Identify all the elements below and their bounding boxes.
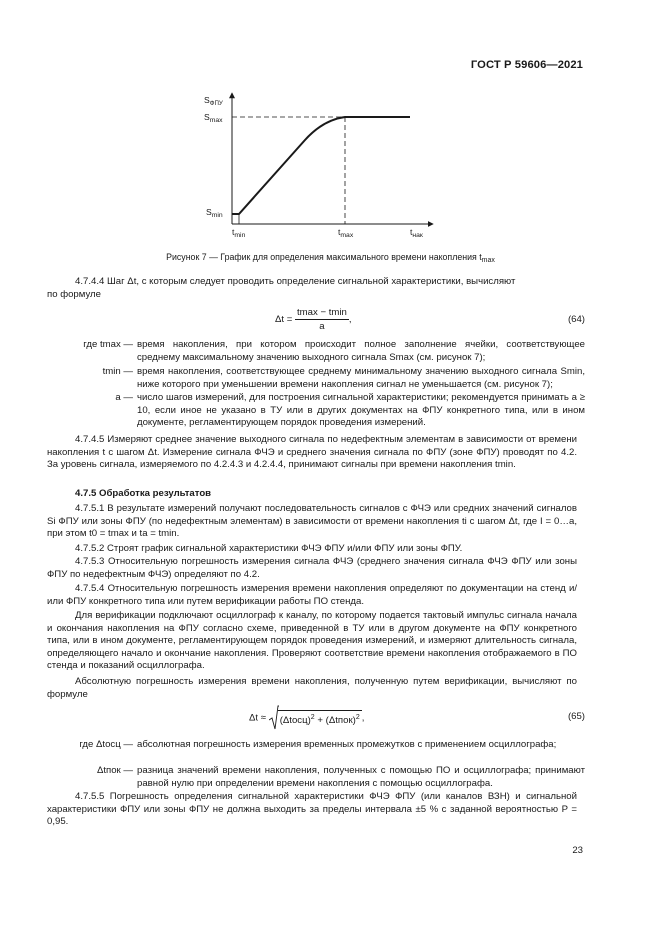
figure-caption: Рисунок 7 — График для определения максимального времени накопления $t_{max}$ [166,252,495,264]
definition-dt-pok: Δtпок — разница значений времени накопления, полученных с помощью ПО и осциллографа; принимают равной нулю при определении времени накопления с помощью осциллографа. [96,765,585,789]
definition-dt-osc: где Δtосц — абсолютная погрешность измерения временных промежутков с применением осциллографа; [79,739,557,750]
signal-curve [232,117,410,214]
tmin-label: $t_{min}$ [232,227,246,239]
section-4-7-5-1: 4.7.5.1 В результате измерений получают последовательность сигналов с ФЧЭ или средних значений сигналов Si ФПУ или зоны ФПУ (по недефектным элементам) в зависимости от времени накопления ti с шагом Δt, где I = 0…a, при этом t0 = tmax и ta = tmin. [47,503,577,540]
paragraph-absolute-error: Абсолютную погрешность измерения времени накопления, полученную путем верификации, вычисляют по формуле [47,676,577,700]
smax-label: $S_{max}$ [204,112,223,124]
tmax-label: $t_{max}$ [338,227,354,239]
smin-label: $S_{min}$ [206,207,223,219]
section-4-7-4-4: 4.7.4.4 Шаг Δt, с которым следует проводить определение сигнальной характеристики, вычисляют по формуле [47,276,516,300]
section-4-7-5-title: 4.7.5 Обработка результатов [75,488,212,499]
signal-graph [195,84,445,244]
definition-tmax: где tmax — время накопления, при котором происходит полное заполнение ячейки, соответствующее среднему максимальному значению выходного сигнала Smax (см. рисунок 7); [83,339,585,363]
page-number: 23 [572,845,583,856]
section-4-7-4-5: 4.7.4.5 Измеряют среднее значение выходного сигнала по недефектным элементам в зависимости от времени накопления t с шагом Δt. Измерение сигнала ФЧЭ и среднего значения сигнала по ФПУ (зоне ФПУ) проводят по 4.2. За уровень сигнала, измеряемого по 4.2.4.3 и 4.2.4.4, принимают сигналы при времени накопления tmin. [47,434,577,471]
equation-65: Δt ≈ (Δtосц)$^2$ + (Δtпок)$^2$ , (65) [47,700,585,734]
section-4-7-5-4: 4.7.5.4 Относительную погрешность измерения времени накопления определяют по документации на стенд и/или ФПУ конкретного типа или путем верификации работы ПО стенда. [47,583,577,607]
equation-64: Δt = $\frac{tmax - tmin}{a}$ , (64) [275,307,585,332]
section-4-7-5-3: 4.7.5.3 Относительную погрешность измерения сигнала ФЧЭ (среднего значения сигнала ФЧЭ ФПУ или зоны ФПУ по недефектным ФЧЭ) определяют по 4.2. [47,556,577,580]
section-4-7-5-5: 4.7.5.5 Погрешность определения сигнальной характеристики ФЧЭ ФПУ (или каналов ВЗН) и сигнальной характеристики ФПУ или зоны ФПУ не должна выходить за пределы интервала ±5 % с заданной вероятностью P = 0,95. [47,791,577,828]
document-id: ГОСТ Р 59606—2021 [470,59,583,71]
figure-7 [195,84,445,244]
x-axis-label: $t_{нак}$ [410,227,423,239]
definition-tmin: tmin — время накопления, соответствующее среднему минимальному значению выходного сигнала Smin, ниже которого при уменьшении времени накопления сигнал не уменьшается (см. рисунок 7); [102,366,585,390]
definition-a: a — число шагов измерений, для построения сигнальной характеристики; рекомендуется принимать a ≥ 10, если иное не указано в ТУ или в других документах на ФПУ конкретного типа, или в ином документе, регламентирующем порядок проведения измерений. [115,392,585,429]
section-4-7-5-2: 4.7.5.2 Строят график сигнальной характеристики ФЧЭ ФПУ и/или ФПУ или зоны ФПУ. [75,543,463,554]
paragraph-verification: Для верификации подключают осциллограф к каналу, по которому подается тактовый импульс сигнала начала и окончания накопления на ФПУ согласно схеме, приведенной в ТУ или в другом документе на ФПУ конкретного типа, или в ином документе, регламентирующем порядок проведения измерений, и измеряют длительность сигнала, определяющего начало и окончание накопления. Проверяют соответствие времени накопления отображаемого в ПО стенда и показаний осциллографа. [47,610,577,672]
y-axis-label: $S_{ФПУ}$ [204,95,223,107]
